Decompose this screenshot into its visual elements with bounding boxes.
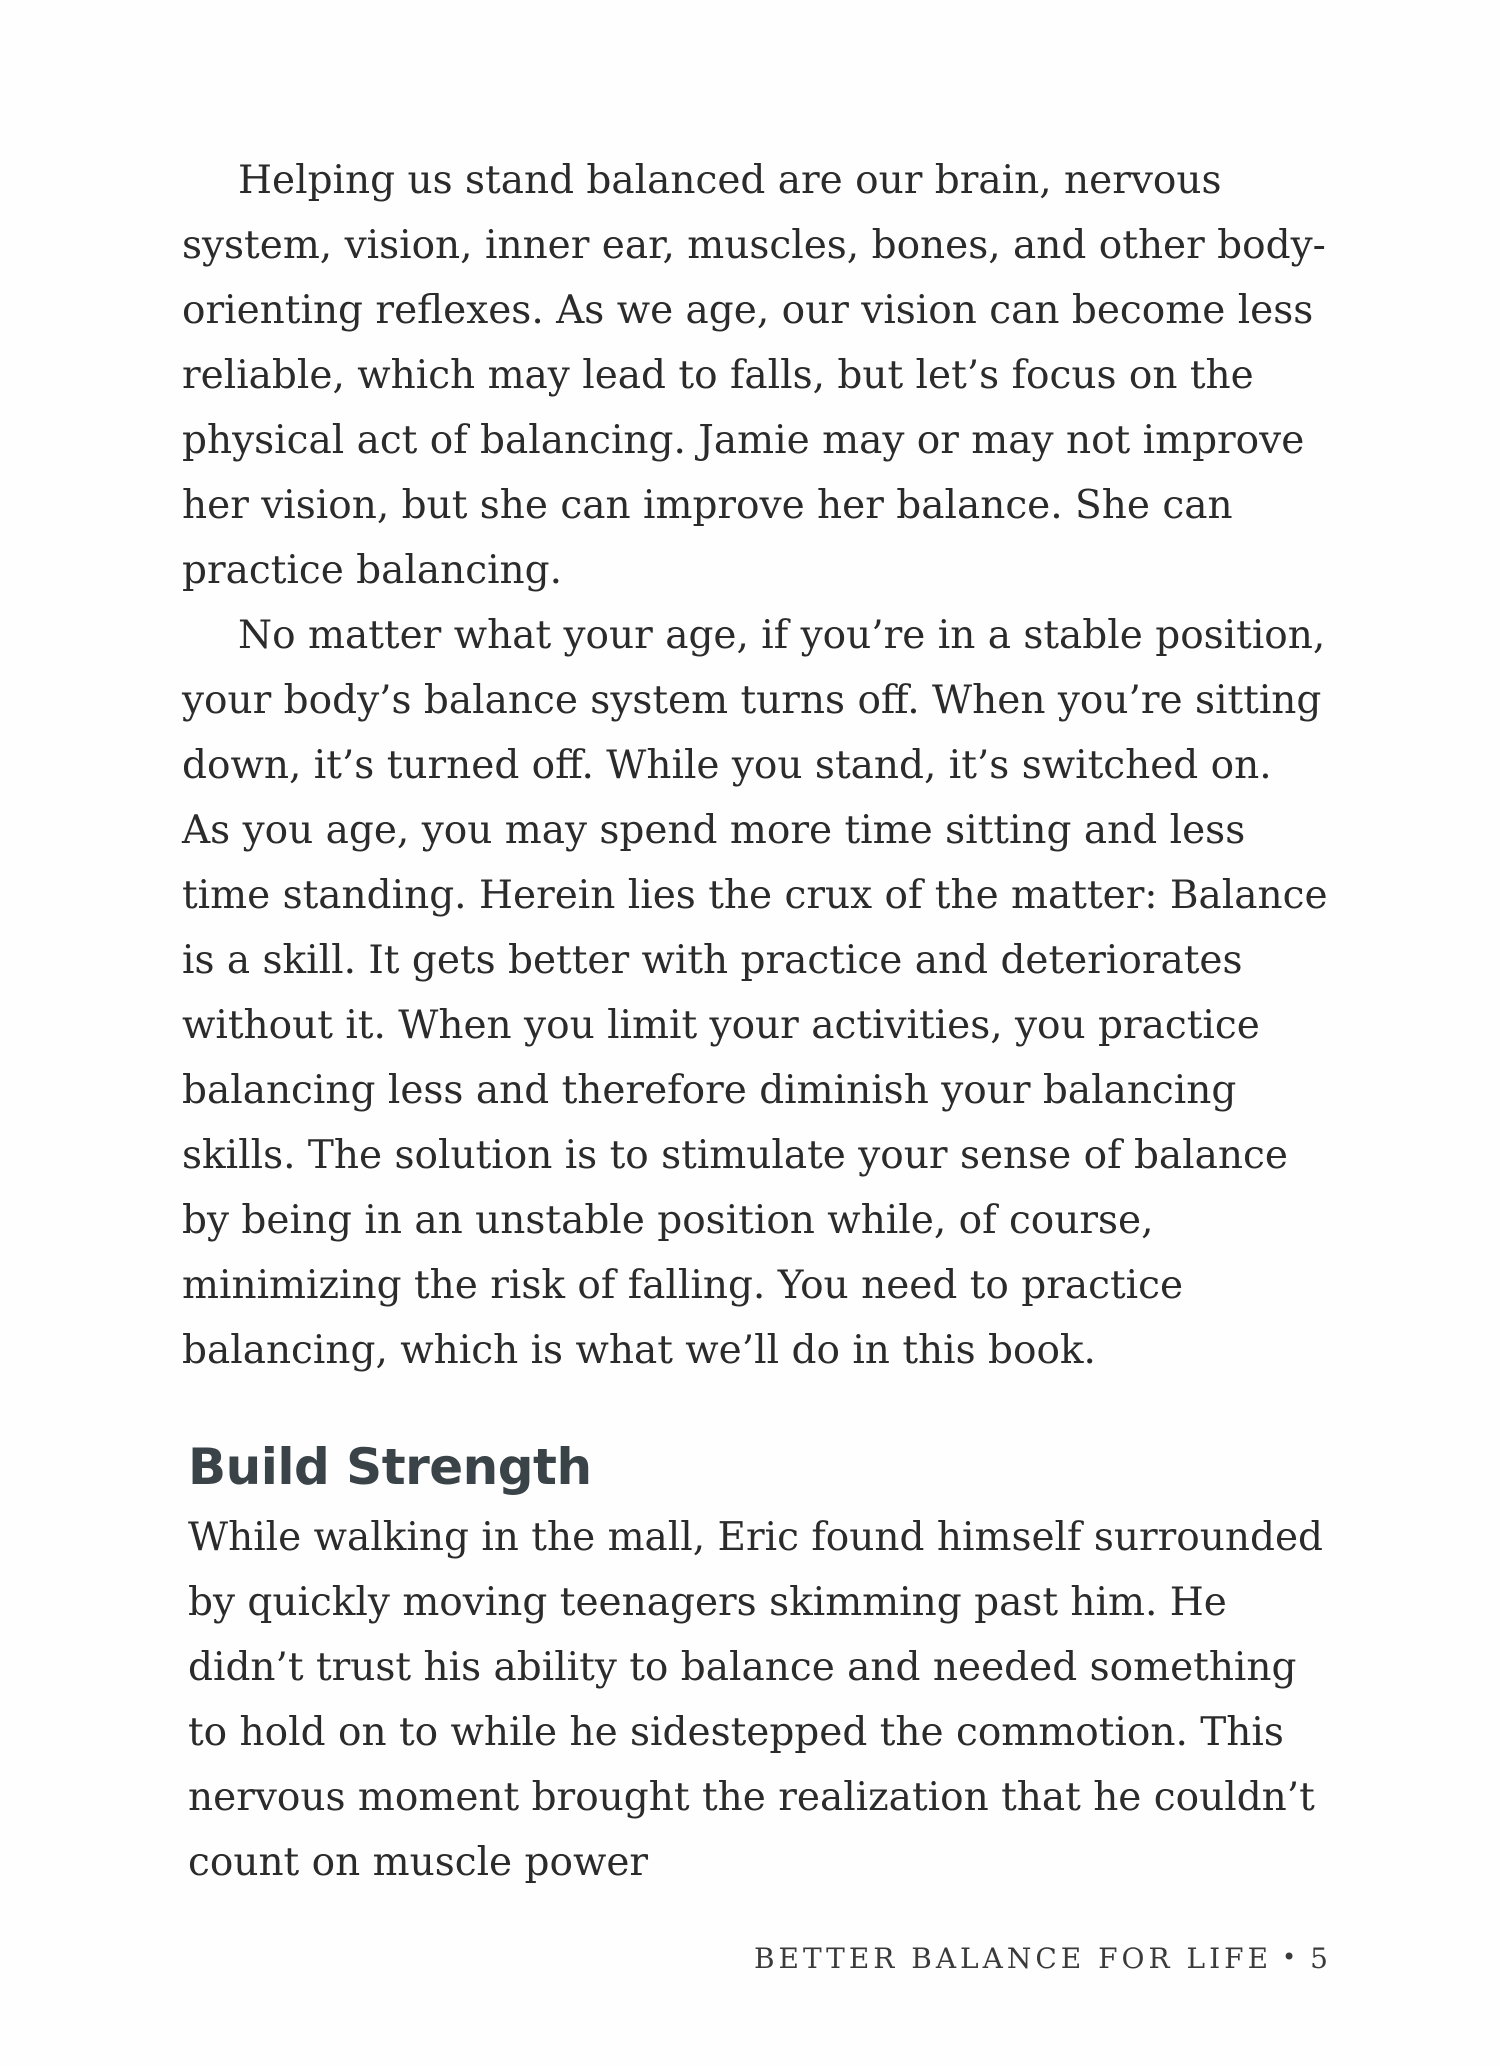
section-paragraph bbox=[188, 1505, 1338, 1895]
paragraph-text: No matter what your age, if you’re in a stable position, your body’s balance system turns off. When you’re sitting down, it’s turned off. While you stand, it’s switched on. As you age, you may spend more time sitting and less time standing. Herein lies the crux of the matter: Balance is a skill. It gets better with practice and deteriorates without it. When you limit your activities, you practice balancing less and therefore diminish your balancing skills. The solution is to stimulate your sense of balance by being in an unstable position while, of course, minimizing the risk of falling. You need to practice balancing, which is what we’ll do in this book. bbox=[182, 613, 1328, 1373]
paragraph-text: While walking in the mall, Eric found himself surrounded by quickly moving teenagers skimming past him. He didn’t trust his ability to balance and needed something to hold on to while he sidestepped the commotion. This nervous moment brought the realization that he couldn’t count on muscle power bbox=[188, 1515, 1323, 1885]
body-paragraph-2 bbox=[182, 603, 1332, 1383]
body-paragraph-1 bbox=[182, 148, 1332, 603]
page-number: 5 bbox=[1310, 1942, 1332, 1975]
running-title: BETTER BALANCE FOR LIFE bbox=[753, 1942, 1273, 1975]
footer-separator: • bbox=[1282, 1943, 1301, 1971]
paragraph-text: Helping us stand balanced are our brain, nervous system, vision, inner ear, muscles, bones, and other body-orienting reflexes. As we age, our vision can become less reliable, which may lead to falls, but let’s focus on the physical act of balancing. Jamie may or may not improve her vision, but she can improve her balance. She can practice balancing. bbox=[182, 158, 1326, 593]
page-footer bbox=[754, 1942, 1332, 1975]
section-heading: Build Strength bbox=[188, 1438, 592, 1496]
